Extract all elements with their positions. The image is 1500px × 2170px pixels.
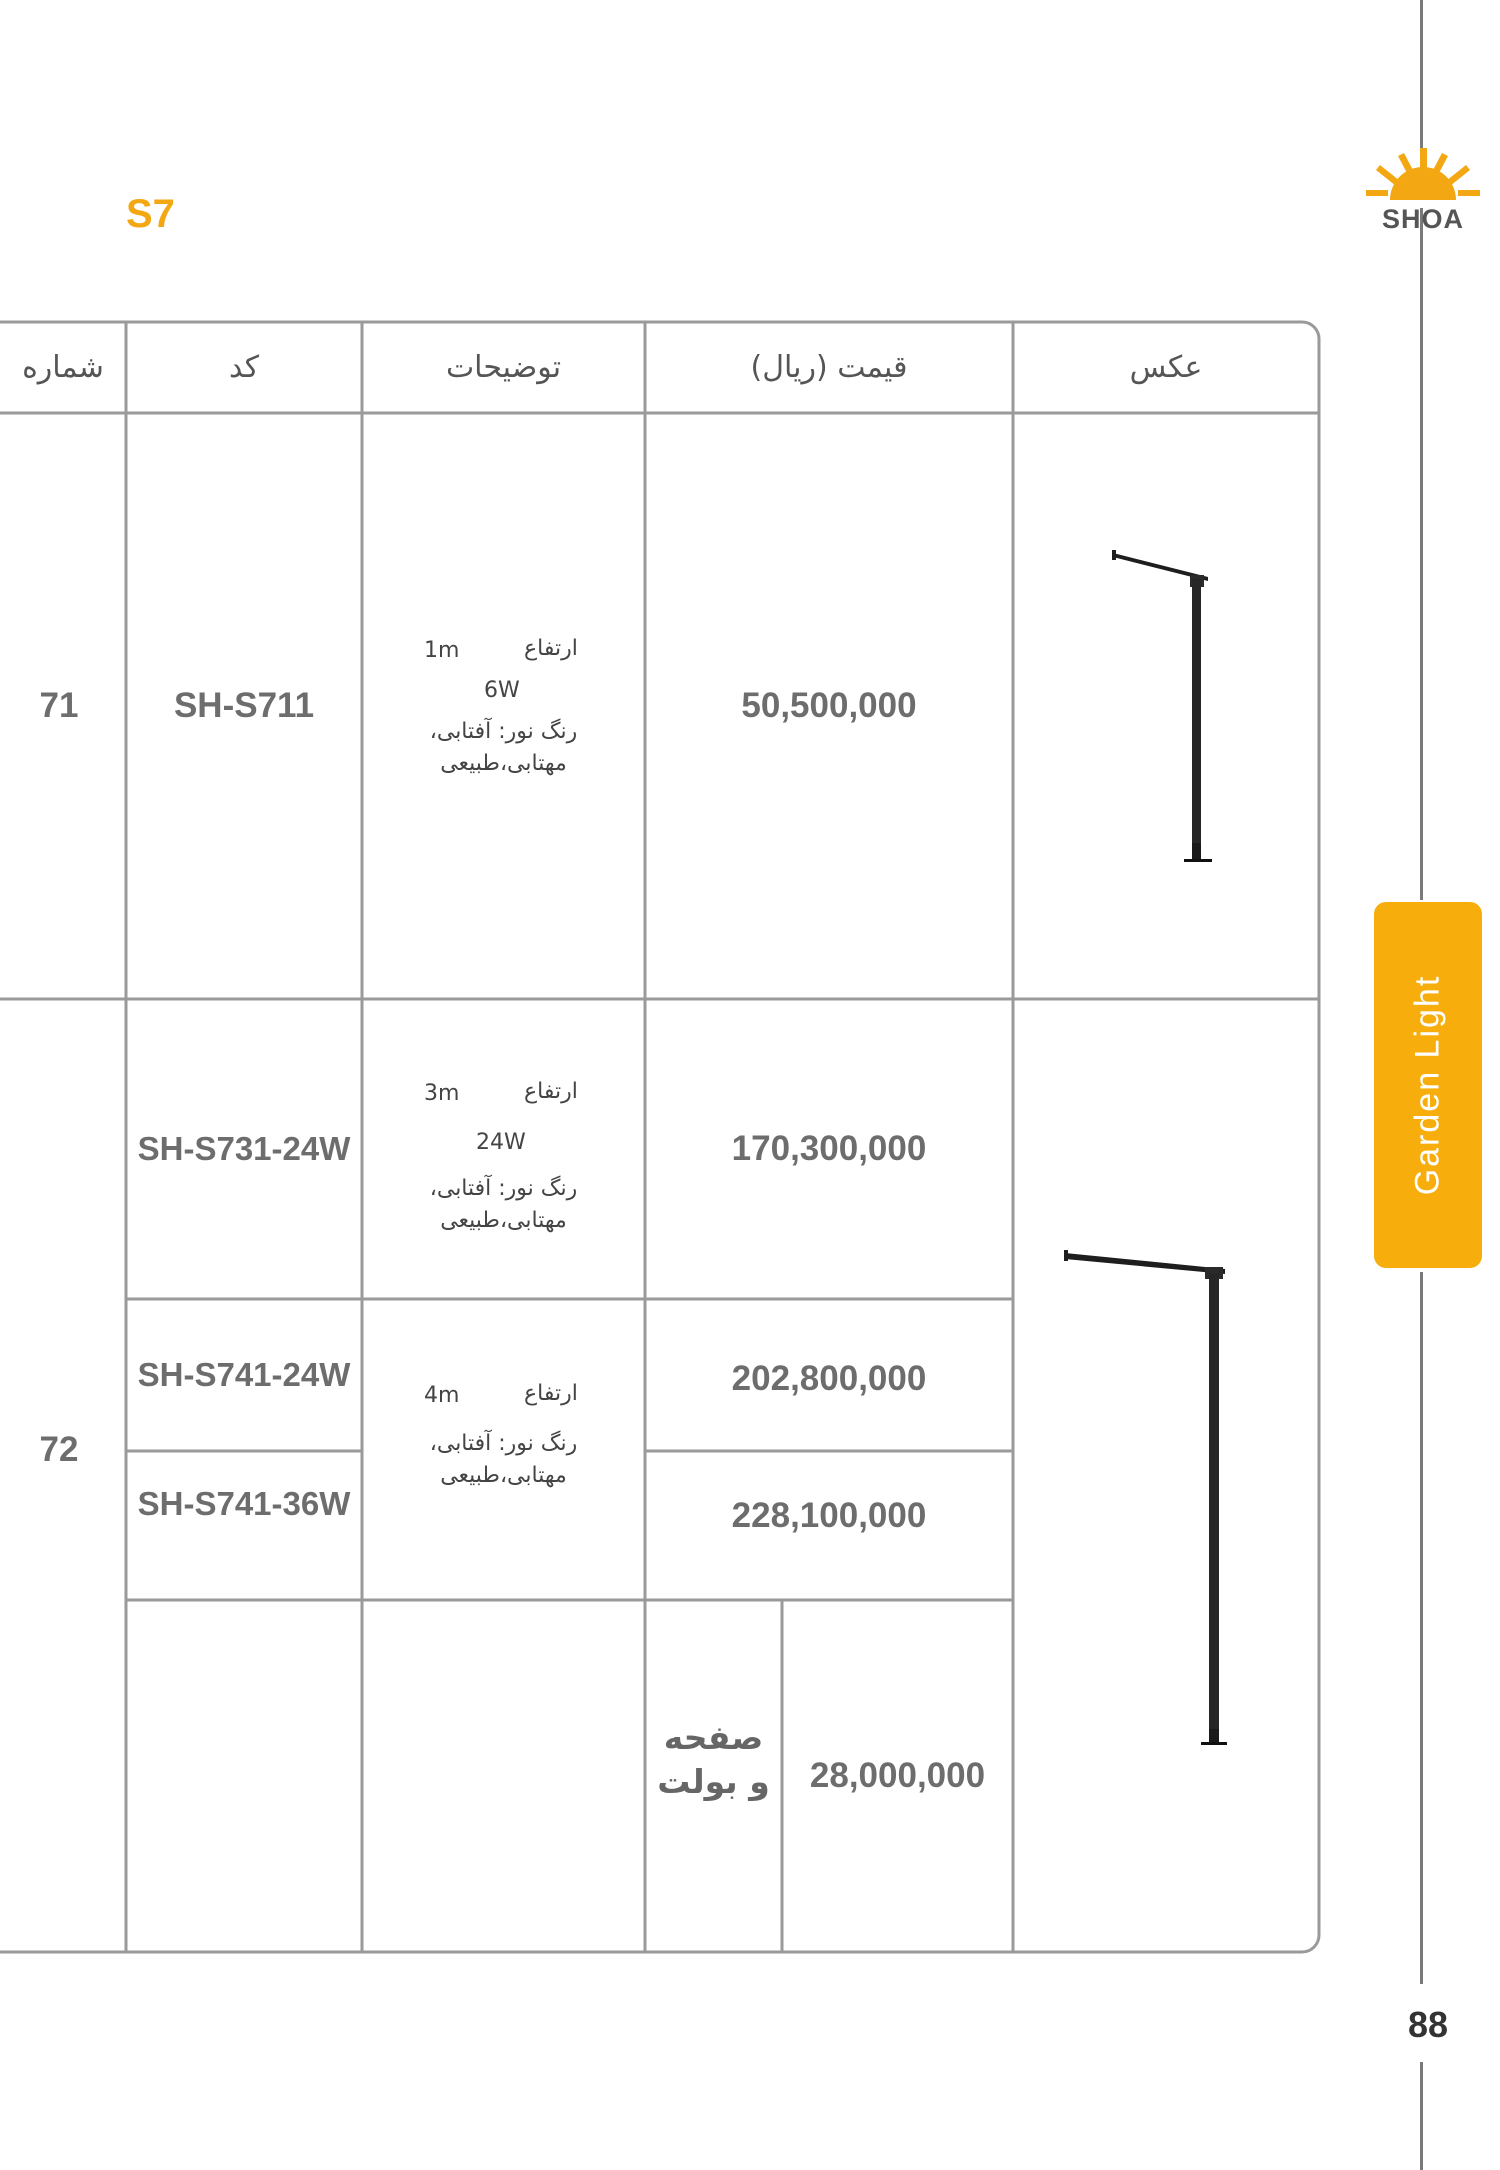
product-price: 202,800,000 [731,1359,927,1398]
height-label: ارتفاع [524,1381,578,1406]
page-number: 88 [1398,2004,1458,2046]
light-color-line1: رنگ نور: آفتابی، [429,1176,578,1201]
accessory-label-line2: و بولت [657,1762,770,1801]
light-color-line2: مهتابی،طبیعی [440,751,567,776]
header-number: شماره [22,350,104,385]
light-color-line1: رنگ نور: آفتابی، [429,1431,578,1456]
side-rule-bottom [1420,2062,1423,2170]
header-code: کد [228,350,260,385]
product-price: 50,500,000 [741,686,917,725]
accessory-price: 28,000,000 [809,1756,986,1795]
light-color-line1: رنگ نور: آفتابی، [429,719,578,744]
product-code: SH-S731-24W [137,1130,351,1167]
product-code: SH-S711 [173,686,315,725]
product-image-pole-tall [1055,1245,1235,1750]
height-value: 4m [424,1383,460,1408]
row-number [0,999,118,1952]
side-rule-top [1420,0,1423,900]
light-color-line2: مهتابی،طبیعی [440,1208,567,1233]
row-number: 71 [39,686,79,725]
side-rule-middle [1420,1272,1423,1984]
product-code: SH-S741-36W [137,1485,351,1522]
height-value: 3m [424,1081,460,1106]
height-label: ارتفاع [524,636,578,661]
series-title: S7 [126,192,175,236]
light-color-line2: مهتابی،طبیعی [440,1463,567,1488]
accessory-label [645,1600,782,1952]
power-value: 6W [484,678,520,703]
product-price: 228,100,000 [731,1496,927,1535]
brand-logo [1362,148,1484,238]
header-description: توضیحات [445,350,562,385]
accessory-label-line1: صفحه [663,1718,764,1757]
sun-icon [1362,148,1484,208]
brand-name: SHOA [1381,204,1464,234]
product-price: 170,300,000 [731,1129,927,1168]
header-photo: عکس [1129,350,1203,385]
height-label: ارتفاع [524,1079,578,1104]
category-tab[interactable] [1374,902,1482,1268]
row-number-value: 72 [39,1430,79,1469]
height-value: 1m [424,638,460,663]
header-price: قیمت (ریال) [750,350,908,385]
category-tab-label: Garden Light [1408,974,1447,1196]
product-code: SH-S741-24W [137,1356,351,1393]
power-value: 24W [476,1130,526,1155]
product-image-pole-1m [1100,545,1230,865]
